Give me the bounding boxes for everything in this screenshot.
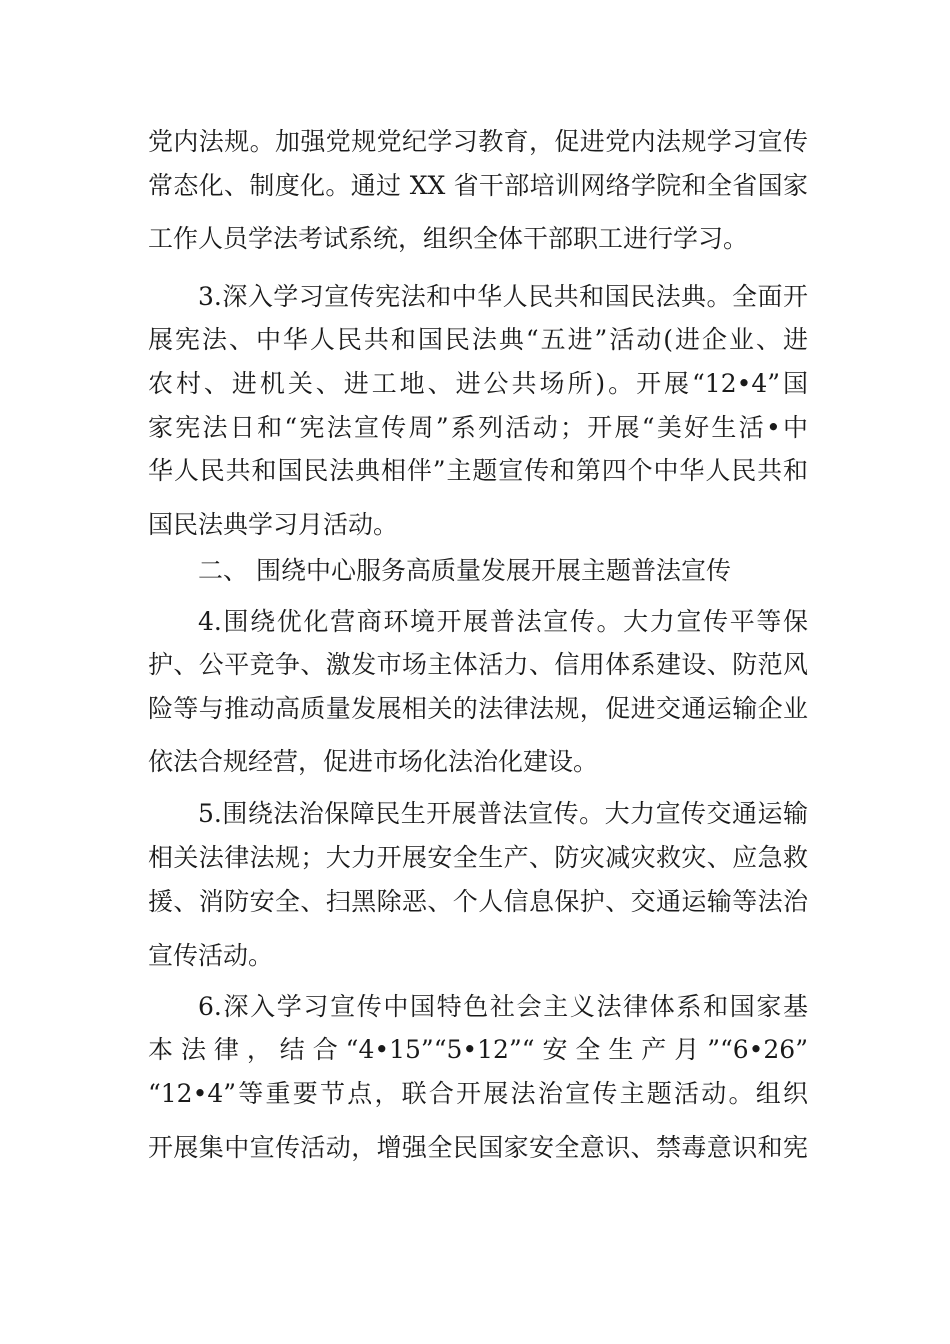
text-line: 展宪法、中华人民共和国民法典“五进”活动(进企业、进 xyxy=(148,325,808,354)
text-line: 国民法典学习月活动。 xyxy=(148,510,399,539)
text-line: 开展集中宣传活动，增强全民国家安全意识、禁毒意识和宪 xyxy=(148,1133,808,1162)
text-line: 依法合规经营，促进市场化法治化建设。 xyxy=(148,747,599,776)
text-line: 4.围绕优化营商环境开展普法宣传。大力宣传平等保 xyxy=(198,607,808,636)
text-line: 工作人员学法考试系统，组织全体干部职工进行学习。 xyxy=(148,224,749,253)
text-line: 宣传活动。 xyxy=(148,941,274,970)
text-line: 护、公平竞争、激发市场主体活力、信用体系建设、防范风 xyxy=(148,650,808,679)
text-line: 险等与推动高质量发展相关的法律法规，促进交通运输企业 xyxy=(148,694,808,723)
text-line: 6.深入学习宣传中国特色社会主义法律体系和国家基 xyxy=(198,992,808,1021)
text-line: 农村、进机关、进工地、进公共场所)。开展“12•4”国 xyxy=(148,369,808,398)
text-line: 常态化、制度化。通过 XX 省干部培训网络学院和全省国家 xyxy=(148,171,808,200)
text-line: 3.深入学习宣传宪法和中华人民共和国民法典。全面开 xyxy=(198,282,808,311)
text-line: 党内法规。加强党规党纪学习教育，促进党内法规学习宣传 xyxy=(148,127,808,156)
text-line: 援、消防安全、扫黑除恶、个人信息保护、交通运输等法治 xyxy=(148,887,808,916)
text-line: 本法律，结合“4•15”“5•12”“安全生产月”“6•26” xyxy=(148,1035,808,1064)
text-line: 相关法律法规；大力开展安全生产、防灾减灾救灾、应急救 xyxy=(148,843,808,872)
text-line: 5.围绕法治保障民生开展普法宣传。大力宣传交通运输 xyxy=(198,799,808,828)
text-line: 家宪法日和“宪法宣传周”系列活动；开展“美好生活•中 xyxy=(148,413,808,442)
section-heading: 二、 围绕中心服务高质量发展开展主题普法宣传 xyxy=(198,556,731,585)
text-line: 华人民共和国民法典相伴”主题宣传和第四个中华人民共和 xyxy=(148,456,808,485)
text-line: “12•4”等重要节点，联合开展法治宣传主题活动。组织 xyxy=(148,1079,808,1108)
